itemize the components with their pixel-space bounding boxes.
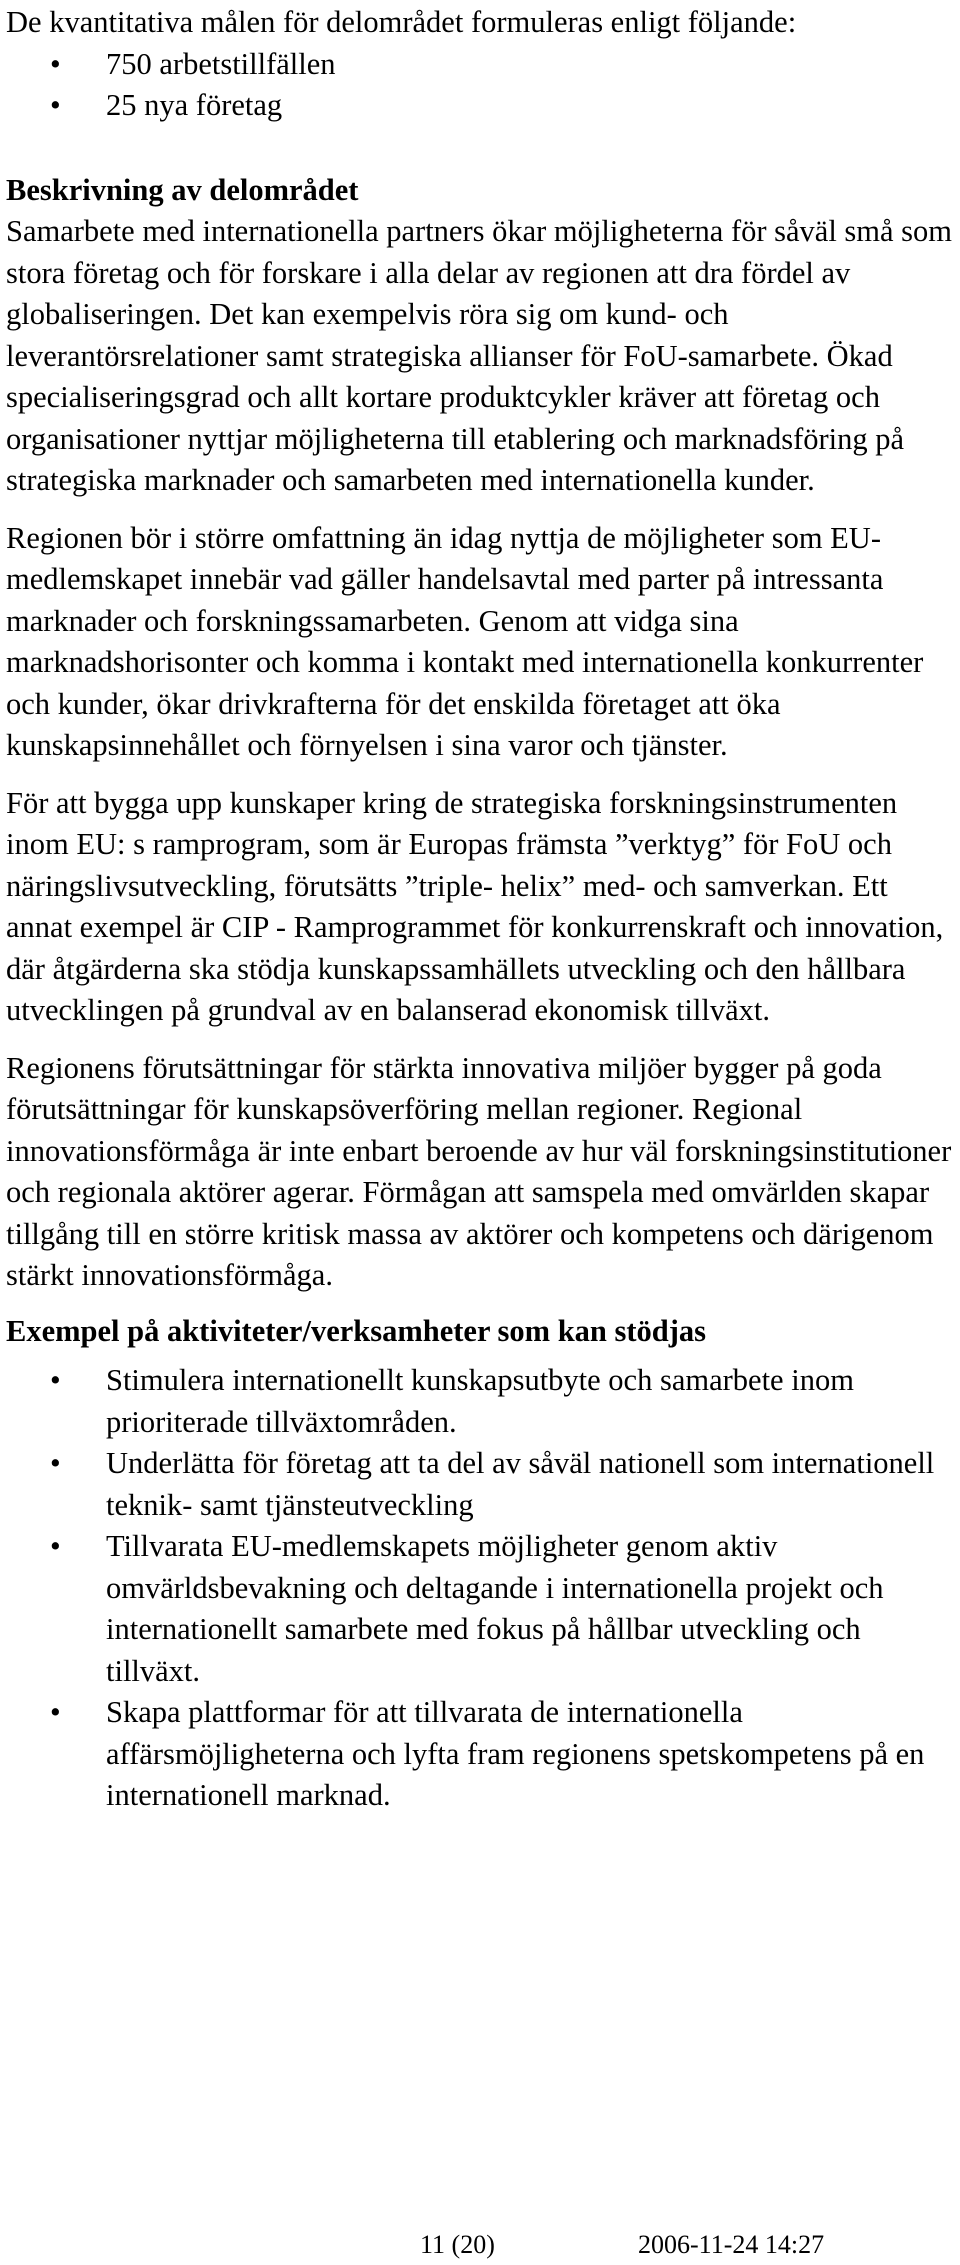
paragraph: Samarbete med internationella partners ökar möjligheterna för såväl små som stora företag och för forskare i alla delar av regionen att dra fördel av globaliseringen. Det kan exempelvis röra sig om kund- och leverantörsrelationer samt strategiska allianser för FoU-samarbete. Ökad specialiseringsgrad och allt kortare produktcykler kräver att företag och organisationer nyttjar möjligheterna till etablering och marknadsföring på strategiska marknader och samarbeten med internationella kunder.	[6, 214, 953, 497]
intro-text: De kvantitativa målen för delområdet formuleras enligt följande:	[6, 5, 797, 39]
examples-heading: Exempel på aktiviteter/verksamheter som kan stödjas	[6, 1313, 707, 1348]
document-page	[6, 0, 956, 1817]
paragraph: Regionen bör i större omfattning än idag nyttja de möjligheter som EU-medlemskapet innebär vad gäller handelsavtal med parter på intressanta marknader och forskningssamarbeten. Genom att vidga sina marknadshorisonter och komma i kontakt med internationella konkurrenter och kunder, ökar drivkrafterna för det enskilda företaget att öka kunskapsinnehållet och förnyelsen i sina varor och tjänster.	[6, 520, 924, 762]
list-item: • Stimulera internationellt kunskapsutbyte och samarbete inom prioriterade tillväxtområden.	[6, 1360, 956, 1443]
activities-list	[6, 1360, 956, 1817]
footer-datetime: 2006-11-24 14:27	[638, 2230, 825, 2259]
page-number: 11 (20)	[420, 2230, 495, 2259]
page-footer	[0, 2228, 960, 2262]
paragraph: Regionens förutsättningar för stärkta innovativa miljöer bygger på goda förutsättningar för kunskapsöverföring mellan regioner. Regional innovationsförmåga är inte enbart beroende av hur väl forskningsinstitutioner och regionala aktörer agerar. Förmågan att samspela med omvärlden skapar tillgång till en större kritisk massa av aktörer och kompetens och därigenom stärkt innovationsförmåga.	[6, 1050, 952, 1292]
quantitative-goals-list	[6, 44, 956, 127]
list-item: • Skapa plattformar för att tillvarata de internationella affärsmöjligheterna och lyfta fram regionens spetskompetens på en internationell marknad.	[6, 1692, 956, 1817]
list-item: • Underlätta för företag att ta del av såväl nationell som internationell teknik- samt tjänsteutveckling	[6, 1443, 956, 1526]
list-item: • 750 arbetstillfällen	[6, 44, 956, 86]
list-item: • Tillvarata EU-medlemskapets möjligheter genom aktiv omvärldsbevakning och deltagande i internationella projekt och internationellt samarbete med fokus på hållbar utveckling och tillväxt.	[6, 1526, 956, 1692]
paragraph: För att bygga upp kunskaper kring de strategiska forskningsinstrumenten inom EU: s ramprogram, som är Europas främsta ”verktyg” för FoU och näringslivsutveckling, förutsätts ”triple- helix” med- och samverkan. Ett annat exempel är CIP - Ramprogrammet för konkurrenskraft och innovation, där åtgärderna ska stödja kunskapssamhällets utveckling och den hållbara utvecklingen på grundval av en balanserad ekonomisk tillväxt.	[6, 785, 944, 1027]
description-heading: Beskrivning av delområdet	[6, 172, 359, 207]
list-item: • 25 nya företag	[6, 85, 956, 127]
